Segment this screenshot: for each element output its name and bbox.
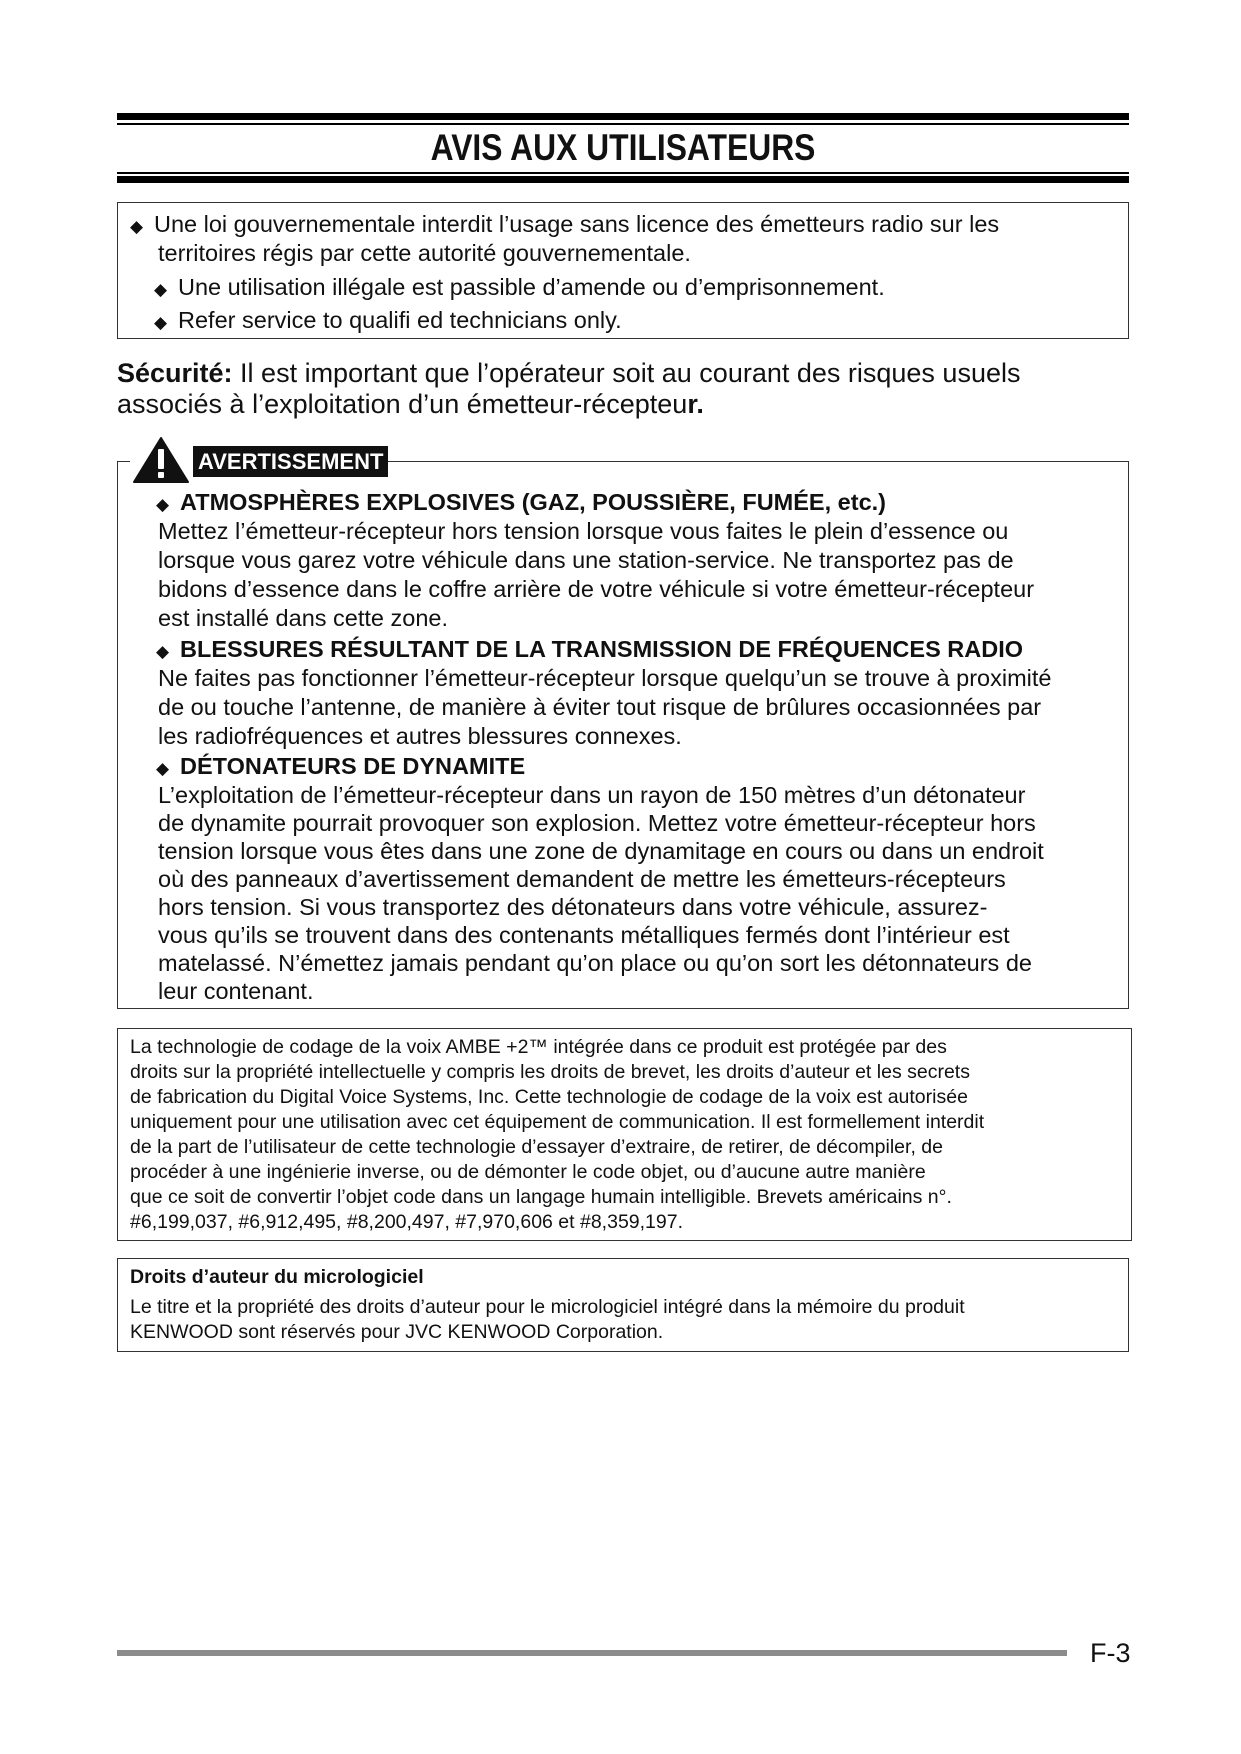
warning-heading-dynamite: ◆ DÉTONATEURS DE DYNAMITE bbox=[156, 752, 525, 784]
footer-bar bbox=[117, 1650, 1067, 1656]
security-paragraph-line2: associés à l’exploitation d’un émetteur-récepteur. bbox=[117, 389, 704, 419]
warning-text-line: de ou touche l’antenne, de manière à éviter tout risque de brûlures occasionnées par bbox=[158, 694, 1042, 720]
warning-label: AVERTISSEMENT bbox=[193, 446, 388, 477]
ambe-text-line: de fabrication du Digital Voice Systems, Inc. Cette technologie de codage de la voix est autorisée bbox=[130, 1086, 968, 1108]
notice-item-2: ◆ Une utilisation illégale est passible d’amende ou d’emprisonnement. bbox=[154, 273, 885, 304]
ambe-text-line: de la part de l’utilisateur de cette technologie d’essayer d’extraire, de retirer, de décompiler, de bbox=[130, 1136, 943, 1158]
warning-text-line: hors tension. Si vous transportez des détonateurs dans votre véhicule, assurez- bbox=[158, 894, 988, 920]
title-rule-bottom bbox=[117, 176, 1129, 183]
warning-text-line: L’exploitation de l’émetteur-récepteur dans un rayon de 150 mètres d’un détonateur bbox=[158, 782, 1026, 808]
ambe-text-line: #6,199,037, #6,912,495, #8,200,497, #7,970,606 et #8,359,197. bbox=[130, 1211, 683, 1233]
notice-item-1-cont: territoires régis par cette autorité gouvernementale. bbox=[158, 240, 691, 266]
ambe-notice-box bbox=[117, 1028, 1132, 1241]
diamond-bullet-icon: ◆ bbox=[154, 280, 168, 299]
warning-text-line: Mettez l’émetteur-récepteur hors tension lorsque vous faites le plein d’essence ou bbox=[158, 518, 1009, 544]
warning-text-line: vous qu’ils se trouvent dans des contenants métalliques fermés dont l’intérieur est bbox=[158, 922, 1010, 948]
title-rule-top bbox=[117, 113, 1129, 120]
warning-text-line: où des panneaux d’avertissement demandent de mettre les émetteurs-récepteurs bbox=[158, 866, 1006, 892]
ambe-text-line: La technologie de codage de la voix AMBE +2™ intégrée dans ce produit est protégée par des bbox=[130, 1036, 947, 1058]
notice-item-1: ◆ Une loi gouvernementale interdit l’usage sans licence des émetteurs radio sur les bbox=[130, 210, 999, 241]
warning-heading-rf: ◆ BLESSURES RÉSULTANT DE LA TRANSMISSION DE FRÉQUENCES RADIO bbox=[156, 635, 1023, 667]
ambe-text-line: procéder à une ingénierie inverse, ou de démonter le code objet, ou d’aucune autre manière bbox=[130, 1161, 926, 1183]
warning-text-line: leur contenant. bbox=[158, 978, 314, 1004]
warning-box bbox=[117, 461, 1129, 1009]
diamond-bullet-icon: ◆ bbox=[156, 495, 170, 514]
diamond-bullet-icon: ◆ bbox=[156, 642, 170, 661]
warning-text-line: est installé dans cette zone. bbox=[158, 605, 449, 631]
firmware-text-line: KENWOOD sont réservés pour JVC KENWOOD Corporation. bbox=[130, 1321, 664, 1343]
page-number: F-3 bbox=[1090, 1638, 1131, 1668]
title-rule-bottom-thin bbox=[117, 172, 1129, 174]
ambe-text-line: que ce soit de convertir l’objet code dans un langage humain intelligible. Brevets américains n°. bbox=[130, 1186, 952, 1208]
firmware-copyright-box bbox=[117, 1258, 1129, 1352]
firmware-text-line: Le titre et la propriété des droits d’auteur pour le micrologiciel intégré dans la mémoire du produit bbox=[130, 1296, 965, 1318]
page-title: AVIS AUX UTILISATEURS bbox=[430, 127, 816, 168]
warning-text-line: matelassé. N’émettez jamais pendant qu’on place ou qu’on sort les détonnateurs de bbox=[158, 950, 1032, 976]
warning-text-line: Ne faites pas fonctionner l’émetteur-récepteur lorsque quelqu’un se trouve à proximité bbox=[158, 665, 1052, 691]
ambe-text-line: droits sur la propriété intellectuelle y compris les droits de brevet, les droits d’auteur et les secrets bbox=[130, 1061, 970, 1083]
security-paragraph-line1: Sécurité: Il est important que l’opérateur soit au courant des risques usuels bbox=[117, 358, 1021, 388]
legal-notice-box bbox=[117, 202, 1129, 339]
diamond-bullet-icon: ◆ bbox=[130, 217, 144, 236]
warning-text-line: les radiofréquences et autres blessures connexes. bbox=[158, 723, 682, 749]
diamond-bullet-icon: ◆ bbox=[154, 313, 168, 332]
security-label: Sécurité: bbox=[117, 358, 233, 388]
warning-heading-explosive: ◆ ATMOSPHÈRES EXPLOSIVES (GAZ, POUSSIÈRE, FUMÉE, etc.) bbox=[156, 488, 886, 520]
notice-item-3: ◆ Refer service to qualifi ed technicians only. bbox=[154, 306, 622, 337]
warning-text-line: bidons d’essence dans le coffre arrière de votre véhicule si votre émetteur-récepteur bbox=[158, 576, 1035, 602]
warning-triangle-icon bbox=[132, 436, 190, 484]
warning-text-line: de dynamite pourrait provoquer son explosion. Mettez votre émetteur-récepteur hors bbox=[158, 810, 1036, 836]
firmware-heading: Droits d’auteur du micrologiciel bbox=[130, 1266, 424, 1288]
diamond-bullet-icon: ◆ bbox=[156, 759, 170, 778]
ambe-text-line: uniquement pour une utilisation avec cet équipement de communication. Il est formellement interdit bbox=[130, 1111, 985, 1133]
warning-text-line: lorsque vous garez votre véhicule dans une station-service. Ne transportez pas de bbox=[158, 547, 1014, 573]
title-rule-top-thin bbox=[117, 123, 1129, 125]
warning-text-line: tension lorsque vous êtes dans une zone de dynamitage en cours ou dans un endroit bbox=[158, 838, 1044, 864]
